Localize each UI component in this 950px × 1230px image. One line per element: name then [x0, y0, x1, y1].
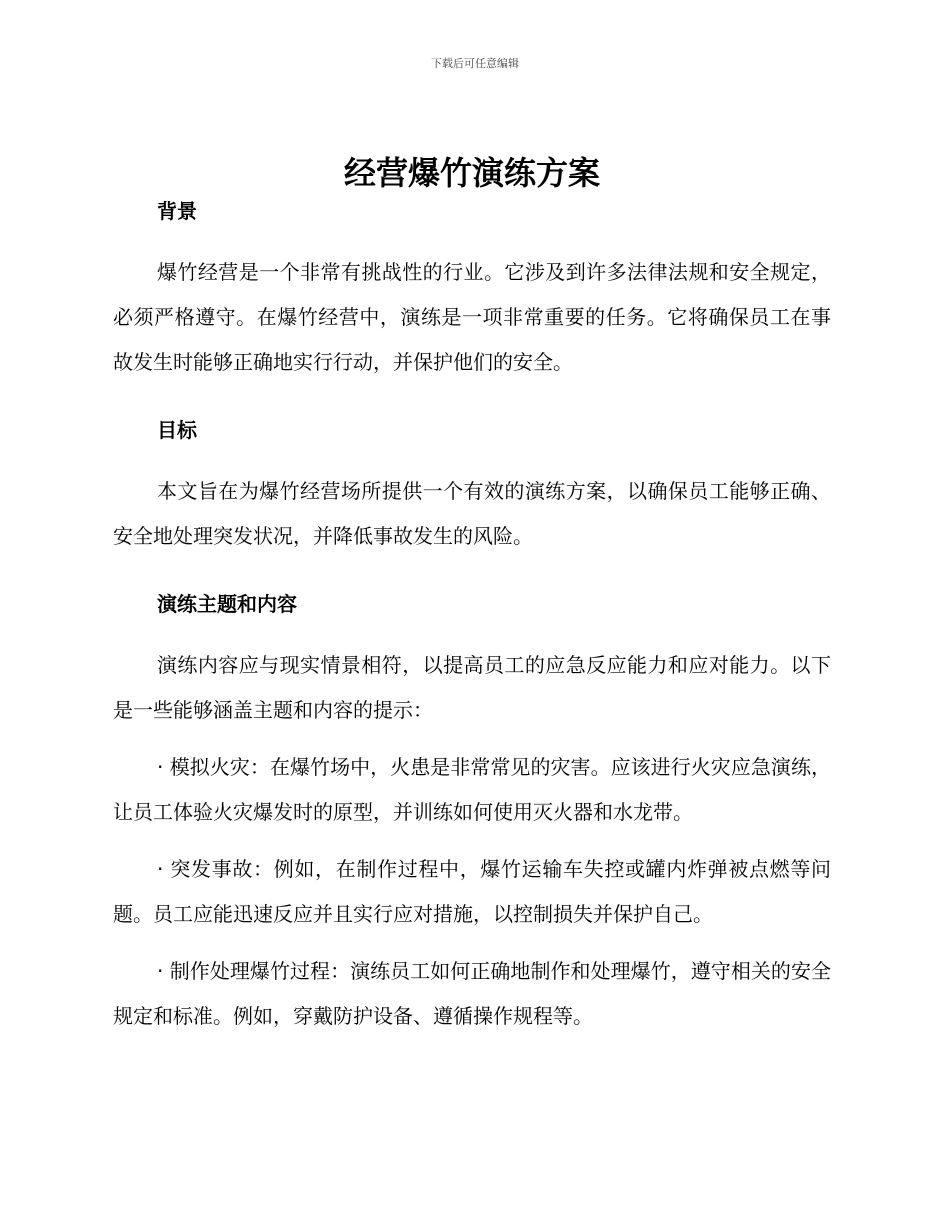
document-title: 经营爆竹演练方案	[343, 154, 600, 192]
header-note: 下载后可任意编辑	[431, 57, 519, 70]
bullet-handling-process: · 制作处理爆竹过程：演练员工如何正确地制作和处理爆竹，遵守相关的安全规定和标准。例如，穿戴防护设备、遵循操作规程等。	[113, 959, 831, 1028]
bullet-fire-simulation: · 模拟火灾：在爆竹场中，火患是非常常见的灾害。应该进行火灾应急演练，让员工体验火灾爆发时的原型，并训练如何使用灭火器和水龙带。	[113, 755, 831, 824]
section-heading-background: 背景	[157, 199, 197, 223]
paragraph-drill-topics: 演练内容应与现实情景相符，以提高员工的应急反应能力和应对能力。以下是一些能够涵盖主题和内容的提示：	[113, 653, 831, 722]
paragraph-background: 爆竹经营是一个非常有挑战性的行业。它涉及到许多法律法规和安全规定，必须严格遵守。在爆竹经营中，演练是一项非常重要的任务。它将确保员工在事故发生时能够正确地实行行动，并保护他们的安全。	[113, 260, 831, 374]
document-body	[113, 148, 831, 1039]
paragraph-goal: 本文旨在为爆竹经营场所提供一个有效的演练方案，以确保员工能够正确、安全地处理突发状况，并降低事故发生的风险。	[113, 479, 831, 548]
bullet-sudden-accident: · 突发事故：例如，在制作过程中，爆竹运输车失控或罐内炸弹被点燃等问题。员工应能迅速反应并且实行应对措施，以控制损失并保护自己。	[113, 857, 831, 926]
section-heading-goal: 目标	[157, 418, 197, 442]
section-heading-drill-topics: 演练主题和内容	[157, 592, 297, 616]
